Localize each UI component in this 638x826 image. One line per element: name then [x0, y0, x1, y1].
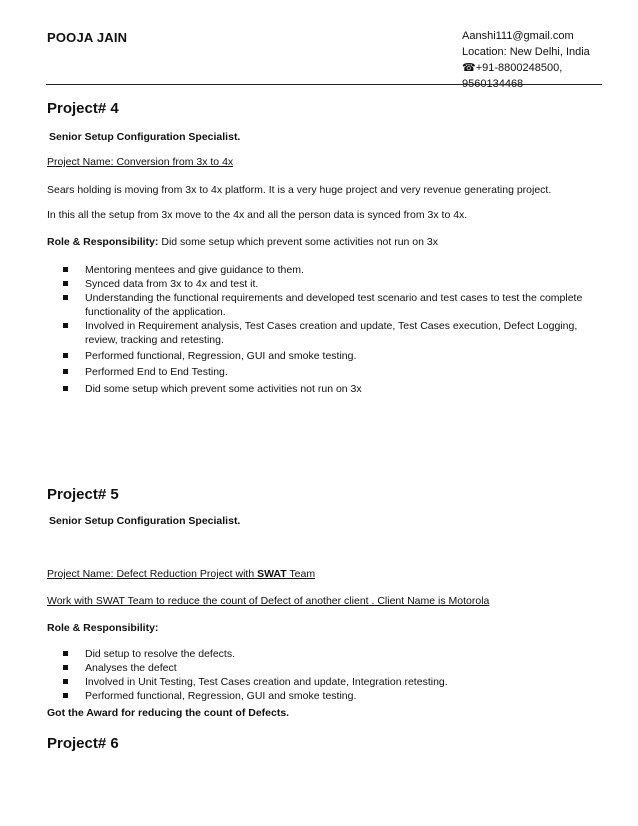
header-divider [46, 84, 602, 85]
swat-label: SWAT [257, 568, 287, 580]
project5-award: Got the Award for reducing the count of Defects. [47, 707, 290, 719]
list-item: Did setup to resolve the defects. [63, 647, 585, 661]
bullet-icon [63, 353, 68, 358]
list-item: Analyses the defect [63, 661, 585, 675]
bullet-icon [63, 665, 68, 670]
responsibility-label: Role & Responsibility: [47, 236, 159, 248]
list-item: Did some setup which prevent some activities not run on 3x [63, 382, 585, 396]
project4-responsibility [47, 236, 438, 248]
location-text: Location: New Delhi, India [462, 46, 590, 58]
list-item: Synced data from 3x to 4x and test it. [63, 277, 585, 291]
list-item: Performed functional, Regression, GUI and smoke testing. [63, 689, 585, 703]
bullet-icon [63, 267, 68, 272]
phone-icon: ☎ [462, 62, 476, 74]
project4-description-1: Sears holding is moving from 3x to 4x platform. It is a very huge project and very revenue generating project. [47, 184, 552, 196]
candidate-name: POOJA JAIN [47, 30, 128, 45]
list-item: Involved in Unit Testing, Test Cases creation and update, Integration retesting. [63, 675, 585, 689]
list-item: Understanding the functional requirements and developed test scenario and test cases to test the complete functionality of the application. [63, 291, 585, 319]
bullet-icon [63, 651, 68, 656]
bullet-icon [63, 679, 68, 684]
list-item: Performed End to End Testing. [63, 365, 585, 379]
phone-line [462, 60, 590, 76]
project4-title: Project# 4 [47, 100, 119, 117]
phone-number-2: 9560134468 [462, 78, 524, 90]
bullet-icon [63, 323, 68, 328]
bullet-icon [63, 386, 68, 391]
project4-role: Senior Setup Configuration Specialist. [49, 131, 241, 143]
project4-description-2: In this all the setup from 3x move to the 4x and all the person data is synced from 3x to 4x. [47, 209, 468, 221]
bullet-icon [63, 281, 68, 286]
bullet-icon [63, 295, 68, 300]
email-text: Aanshi111@gmail.com [462, 30, 574, 42]
project5-role: Senior Setup Configuration Specialist. [49, 515, 241, 527]
project5-work: Work with SWAT Team to reduce the count of Defect of another client . Client Name is Motorola [47, 595, 490, 607]
project5-name: Project Name: Defect Reduction Project with SWAT Team [47, 568, 316, 580]
responsibility-text: Did some setup which prevent some activities not run on 3x [158, 236, 438, 248]
phone-number-1: +91-8800248500, [475, 62, 563, 74]
project4-name: Project Name: Conversion from 3x to 4x [47, 156, 234, 168]
list-item: Involved in Requirement analysis, Test Cases creation and update, Test Cases execution, Defect Logging, review, tracking and retesting. [63, 319, 585, 347]
project4-bullet-list [63, 263, 585, 396]
contact-block [462, 28, 590, 92]
bullet-icon [63, 693, 68, 698]
project6-title: Project# 6 [47, 735, 119, 752]
project5-bullet-list [63, 647, 585, 703]
list-item: Mentoring mentees and give guidance to them. [63, 263, 585, 277]
project5-title: Project# 5 [47, 486, 119, 503]
bullet-icon [63, 369, 68, 374]
project5-responsibility-label: Role & Responsibility: [47, 622, 159, 634]
list-item: Performed functional, Regression, GUI and smoke testing. [63, 349, 585, 363]
